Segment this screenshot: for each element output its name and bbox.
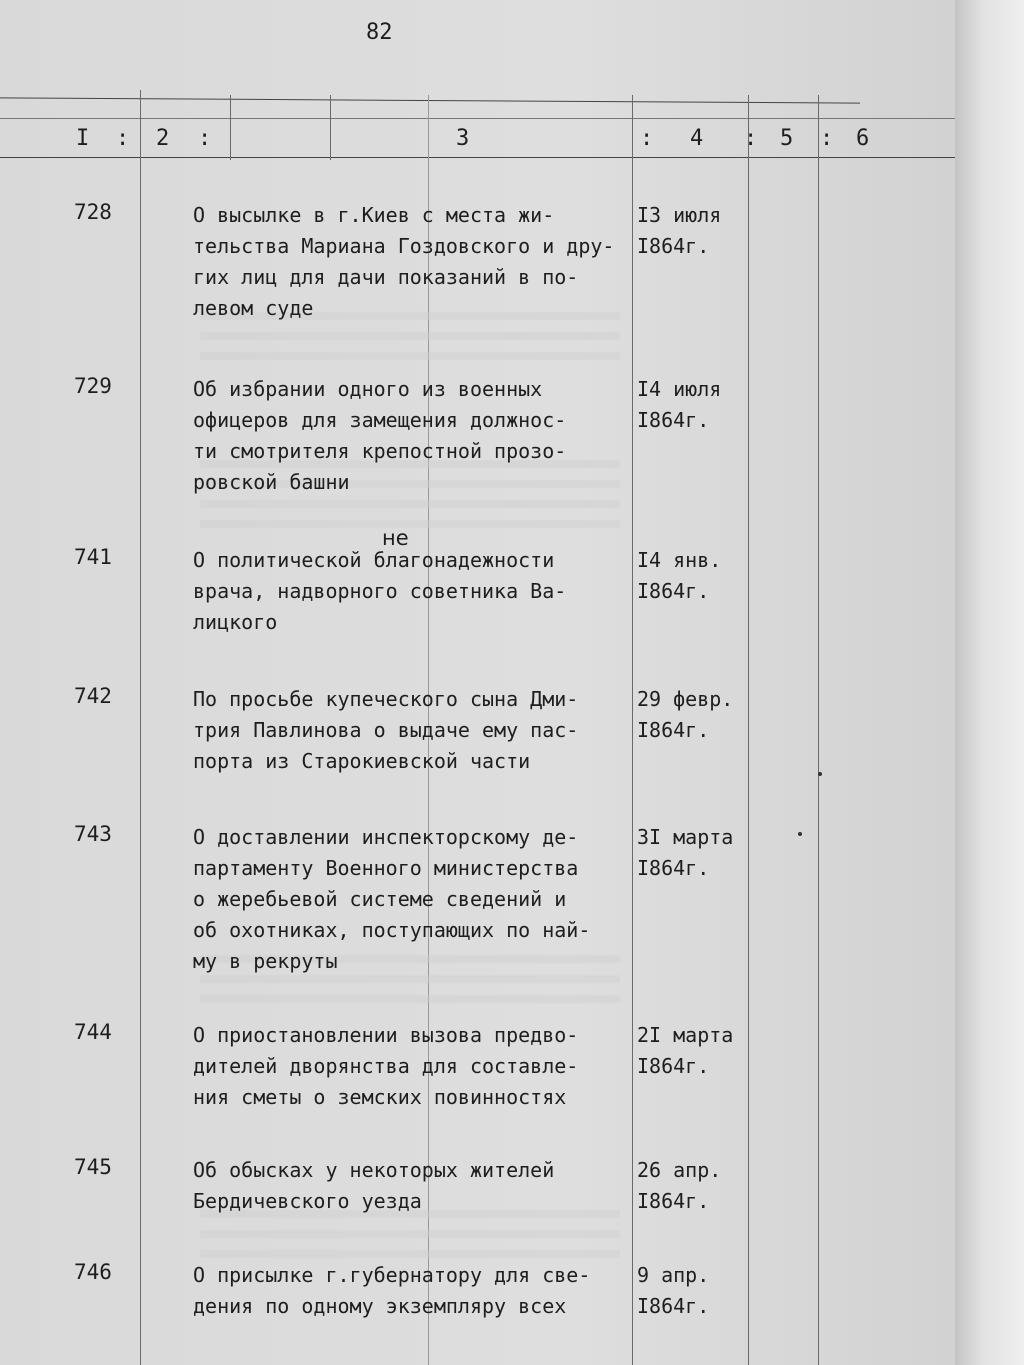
- column-rule-2: [230, 95, 231, 160]
- entry-number: 745: [74, 1155, 112, 1179]
- column-rule-3: [330, 95, 331, 160]
- entry-number: 741: [74, 545, 112, 569]
- entry-date: 9 апр. I864г.: [637, 1263, 710, 1318]
- header-bottom-rule: [0, 157, 955, 158]
- handwritten-annotation: не: [382, 526, 409, 550]
- entry-number: 729: [74, 374, 112, 398]
- entry-number: 746: [74, 1260, 112, 1284]
- entry-date: 2I марта I864г.: [637, 1023, 734, 1078]
- column-number-1: I: [76, 126, 90, 151]
- column-rule-7: [818, 95, 819, 1365]
- entry-title: Об обысках у некоторых жителей Бердичевского уезда: [193, 1158, 555, 1213]
- column-number-2: 2: [156, 126, 170, 151]
- column-separator: :: [744, 126, 758, 151]
- page-edge: [955, 0, 1024, 1365]
- entry-title: Об избрании одного из военных офицеров для замещения должнос- ти смотрителя крепостной прозо- ровской башни: [193, 377, 567, 494]
- column-separator: :: [820, 126, 834, 151]
- column-separator: :: [640, 126, 654, 151]
- page-number: 82: [366, 20, 393, 45]
- column-separator: :: [116, 126, 130, 151]
- entry-title: О приостановлении вызова предво- дителей дворянства для составле- ния сметы о земских повинностях: [193, 1023, 579, 1109]
- column-separator: :: [198, 126, 212, 151]
- entry-date: 26 апр. I864г.: [637, 1158, 722, 1213]
- entry-date: 29 февр. I864г.: [637, 687, 734, 742]
- entry-title: По просьбе купеческого сына Дми- трия Павлинова о выдаче ему пас- порта из Старокиевской части: [193, 687, 579, 773]
- ink-speck: [798, 832, 802, 836]
- column-rule-1: [140, 90, 141, 1365]
- column-number-6: 6: [856, 126, 870, 151]
- column-number-5: 5: [780, 126, 794, 151]
- column-number-3: 3: [456, 126, 470, 151]
- entry-date: I3 июля I864г.: [637, 203, 722, 258]
- header-rule-2: [0, 118, 955, 119]
- entry-title: О присылке г.губернатору для све- дения по одному экземпляру всех: [193, 1263, 591, 1318]
- ink-speck: [818, 772, 822, 776]
- entry-number: 728: [74, 200, 112, 224]
- column-number-4: 4: [690, 126, 704, 151]
- entry-date: I4 янв. I864г.: [637, 548, 722, 603]
- entry-number: 742: [74, 684, 112, 708]
- entry-number: 743: [74, 822, 112, 846]
- entry-date: 3I марта I864г.: [637, 825, 734, 880]
- entry-title: О высылке в г.Киев с места жи- тельства Мариана Гоздовского и дру- гих лиц для дачи показаний в по- левом суде: [193, 203, 615, 320]
- entry-title: О доставлении инспекторскому де- партаменту Военного министерства о жеребьевой системе сведений и об охотниках, поступающих по най- му в рекруты: [193, 825, 591, 973]
- entry-date: I4 июля I864г.: [637, 377, 722, 432]
- entry-number: 744: [74, 1020, 112, 1044]
- column-rule-6: [748, 95, 749, 1365]
- entry-title: О политической благонадежности врача, надворного советника Ва- лицкого: [193, 548, 567, 634]
